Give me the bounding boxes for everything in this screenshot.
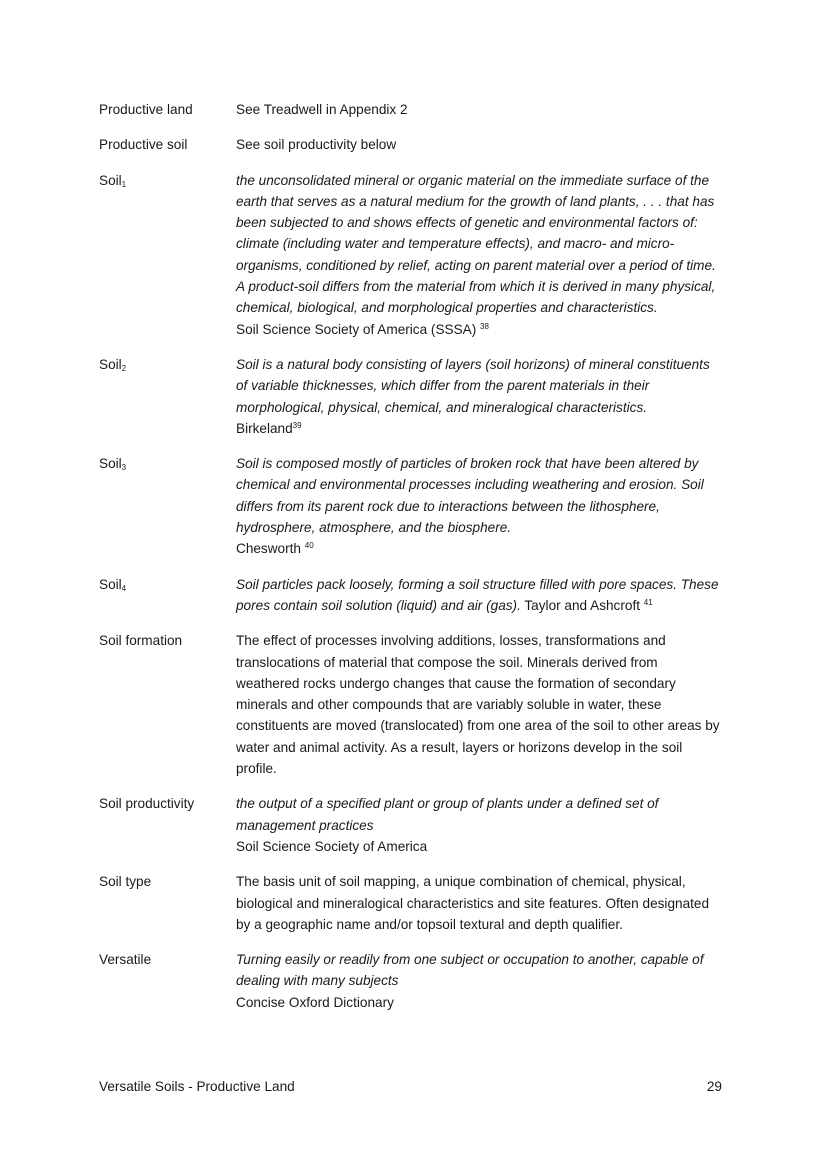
term xyxy=(99,630,236,651)
definition xyxy=(236,574,724,617)
glossary-entry-productive-land xyxy=(99,99,724,120)
definition-text: See Treadwell in Appendix 2 xyxy=(236,102,408,117)
footer-title: Versatile Soils - Productive Land xyxy=(99,1079,295,1094)
term xyxy=(99,574,236,595)
footnote-ref: 39 xyxy=(292,420,302,430)
term xyxy=(99,793,236,814)
definition-source: Taylor and Ashcroft xyxy=(520,597,644,613)
definition-quote: the output of a specified plant or group of plants under a defined set of management practices xyxy=(236,796,659,833)
definition xyxy=(236,453,724,559)
definition xyxy=(236,949,724,1013)
term xyxy=(99,354,236,375)
definition-text: The basis unit of soil mapping, a unique combination of chemical, physical, biological and mineralogical characteristics and site features. Often designated by a geographic name and/or topsoil textural and depth qualifier. xyxy=(236,874,710,932)
definition-quote: Soil particles pack loosely, forming a soil structure filled with pore spaces. These pores contain soil solution (liquid) and air (gas). xyxy=(236,576,719,613)
term-label: Soil xyxy=(99,456,122,472)
definition-source: Soil Science Society of America xyxy=(236,838,428,854)
definition xyxy=(236,871,724,935)
term xyxy=(99,871,236,892)
term-label: Soil xyxy=(99,172,122,188)
glossary-entry-soil-type xyxy=(99,871,724,935)
term-label: Soil formation xyxy=(99,633,183,649)
footnote-ref: 38 xyxy=(480,321,489,331)
definition xyxy=(236,134,724,155)
term xyxy=(99,99,236,120)
term xyxy=(99,170,236,191)
term-label: Soil productivity xyxy=(99,796,195,812)
term xyxy=(99,949,236,970)
glossary-entry-productive-soil xyxy=(99,134,724,155)
term-label: Productive soil xyxy=(99,137,188,153)
term-label: Soil type xyxy=(99,874,152,890)
definition xyxy=(236,793,724,857)
glossary-entry-soil-productivity xyxy=(99,793,724,857)
term-subscript: 4 xyxy=(121,583,127,593)
glossary-entry-soil-4 xyxy=(99,574,724,617)
term-subscript: 2 xyxy=(121,363,127,373)
term-subscript: 3 xyxy=(121,463,127,473)
definition xyxy=(236,170,724,340)
definition-quote: the unconsolidated mineral or organic material on the immediate surface of the earth that serves as a natural medium for the growth of land plants, . . . that has been subjected to and shows effects of genetic and environmental factors of: climate (including water and temperature effects), and macro- and micro-organisms, conditioned by relief, acting on parent material over a period of time. A product-soil differs from the material from which it is derived in many physical, chemical, biological, and morphological properties and characteristics. xyxy=(236,172,716,316)
term-label: Productive land xyxy=(99,102,193,117)
footnote-ref: 41 xyxy=(643,597,653,607)
glossary-entry-soil-formation xyxy=(99,630,724,779)
term-label: Soil xyxy=(99,576,122,592)
glossary-entry-versatile xyxy=(99,949,724,1013)
definition-source: Birkeland xyxy=(236,420,293,436)
definition-source: Concise Oxford Dictionary xyxy=(236,994,394,1010)
page-footer xyxy=(99,1076,722,1097)
definition-quote: Soil is composed mostly of particles of broken rock that have been altered by chemical and environmental processes including weathering and erosion. Soil differs from its parent rock due to interactions between the lithosphere, hydrosphere, atmosphere, and the biosphere. xyxy=(236,456,704,536)
term xyxy=(99,134,236,155)
page-number: 29 xyxy=(706,1079,722,1094)
definition-source: Chesworth xyxy=(236,541,305,557)
definition xyxy=(236,630,724,779)
definition-source: Soil Science Society of America (SSSA) xyxy=(236,321,481,337)
definition xyxy=(236,99,724,120)
definition-text: The effect of processes involving additions, losses, transformations and translocations of material that compose the soil. Minerals derived from weathered rocks undergo changes that cause the formation of secondary minerals and other compounds that are variably soluble in water, these constituents are moved (translocated) from one area of the soil to other areas by water and animal activity. As a result, layers or horizons develop in the soil profile. xyxy=(236,633,720,777)
glossary-entry-soil-1 xyxy=(99,170,724,340)
term-label: Versatile xyxy=(99,952,152,968)
definition xyxy=(236,354,724,439)
footnote-ref: 40 xyxy=(304,541,314,551)
definition-quote: Soil is a natural body consisting of layers (soil horizons) of mineral constituents of variable thicknesses, which differ from the parent materials in their morphological, physical, chemical, and mineralogical characteristics. xyxy=(236,356,710,415)
term-subscript: 1 xyxy=(121,179,127,189)
glossary-list xyxy=(99,99,724,1027)
definition-quote: Turning easily or readily from one subject or occupation to another, capable of dealing with many subjects xyxy=(236,952,704,989)
glossary-entry-soil-2 xyxy=(99,354,724,439)
glossary-entry-soil-3 xyxy=(99,453,724,559)
term xyxy=(99,453,236,474)
term-label: Soil xyxy=(99,356,122,372)
definition-text: See soil productivity below xyxy=(236,137,397,153)
